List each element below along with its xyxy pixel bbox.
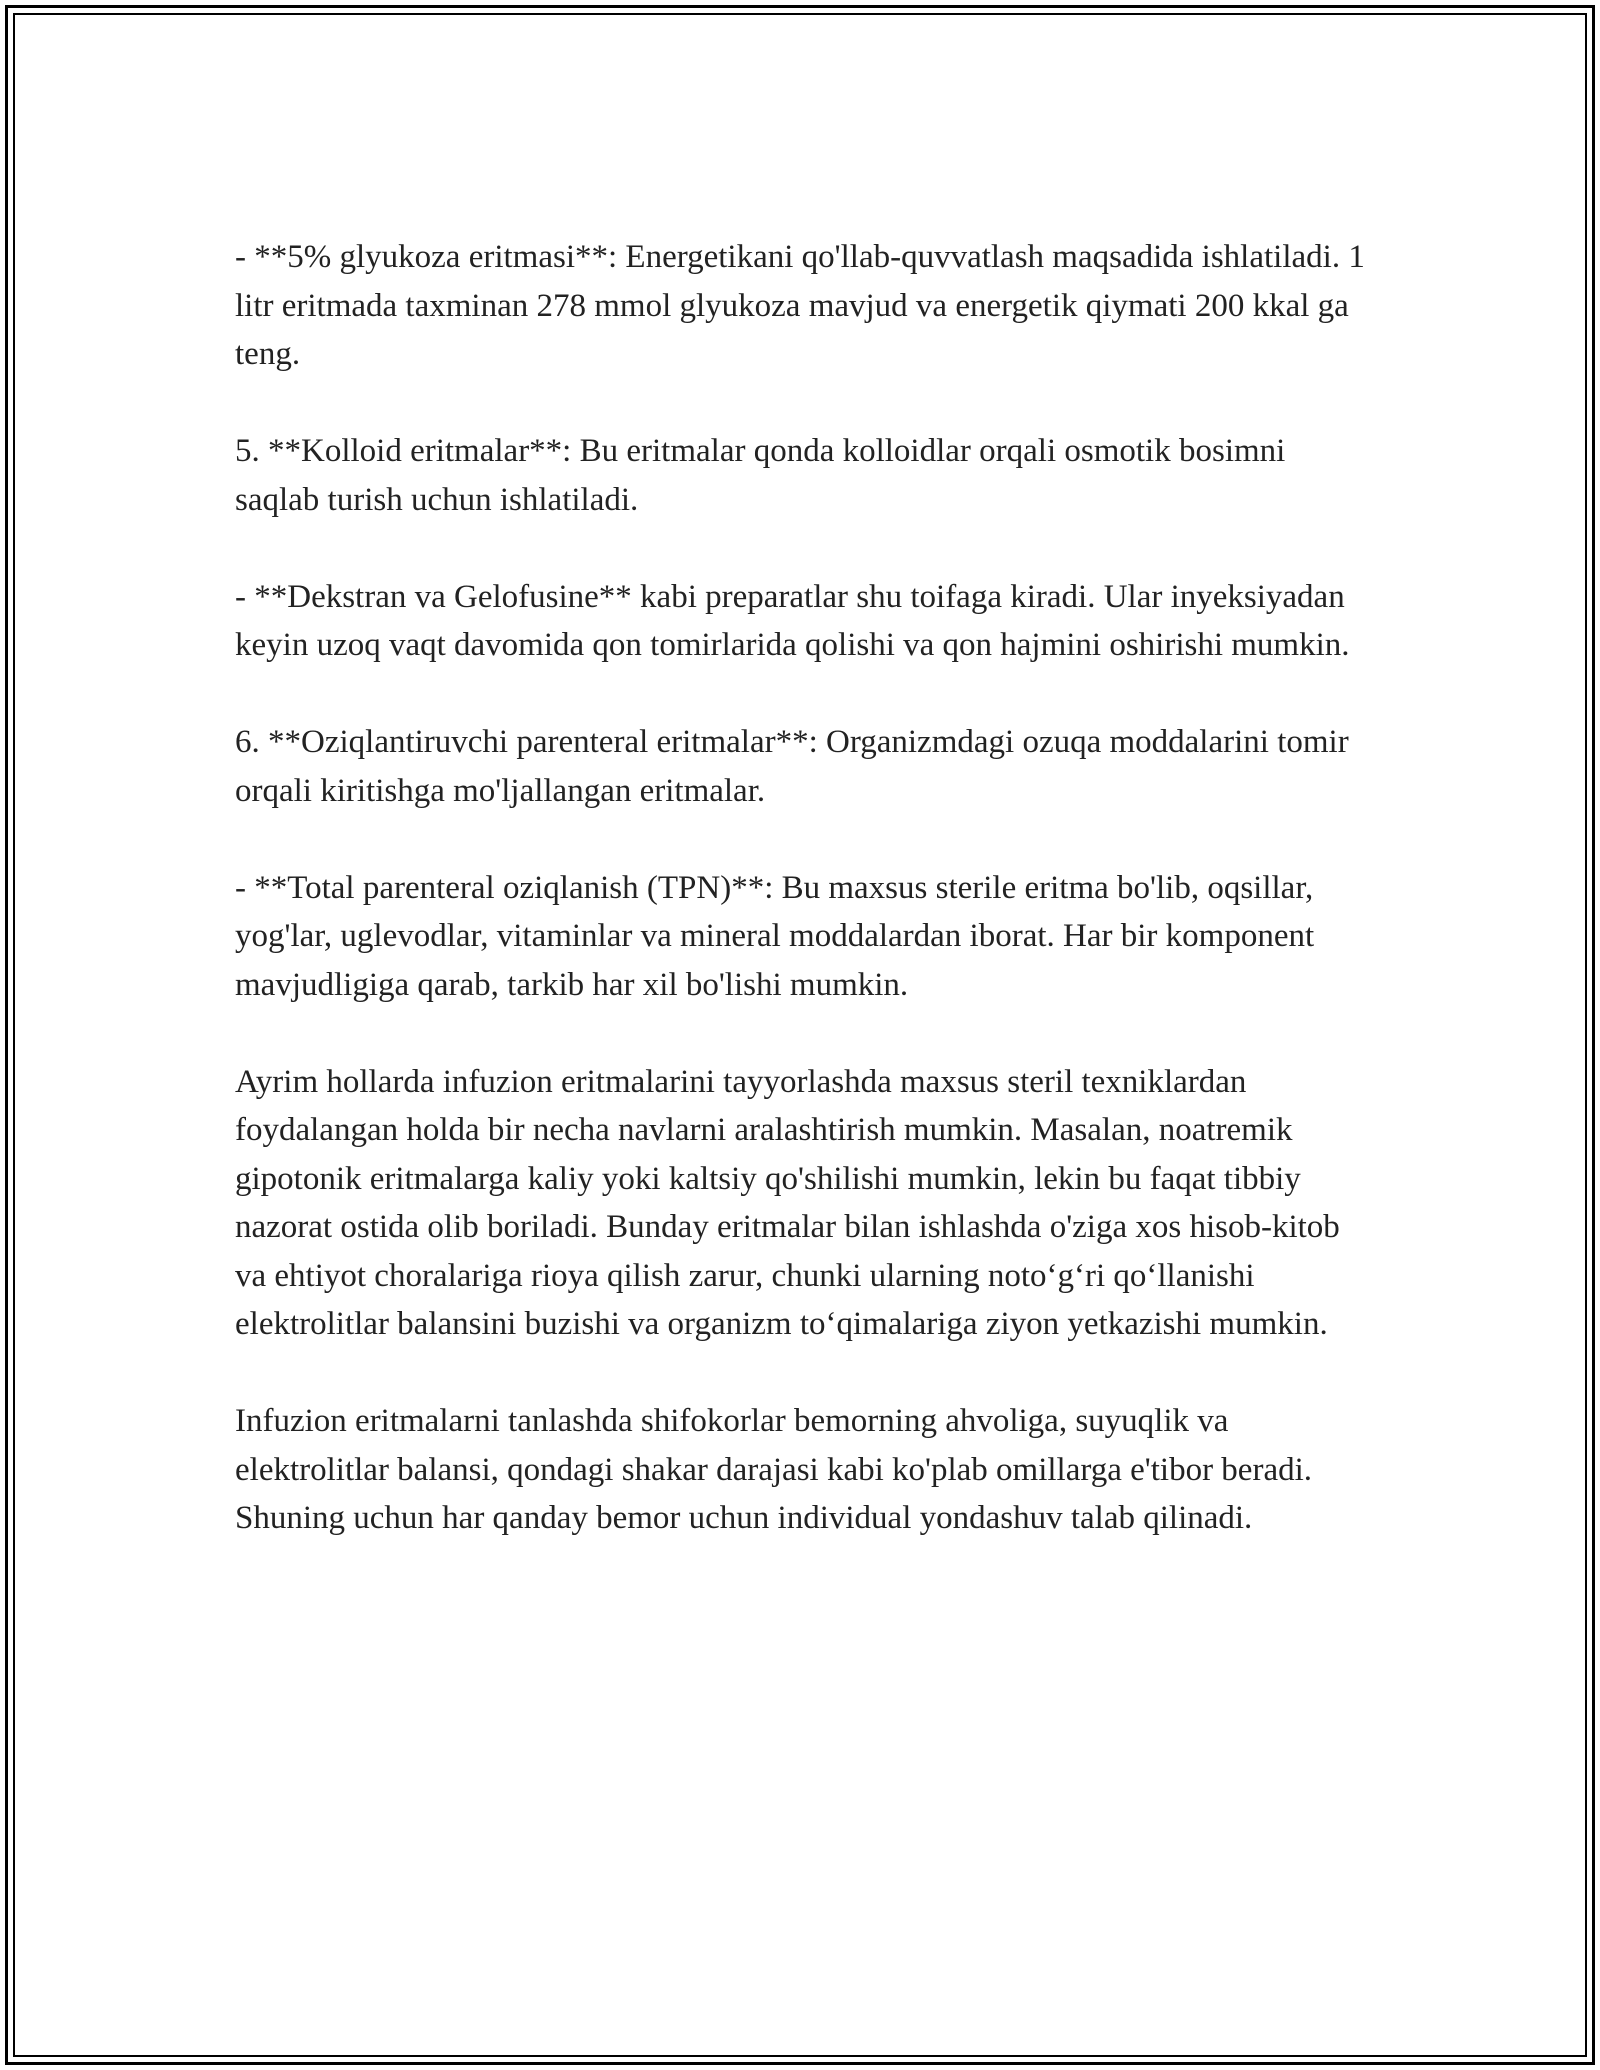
paragraph-tpn: - **Total parenteral oziqlanish (TPN)**: Bu maxsus sterile eritma bo'lib, oqsillar, yog'lar, uglevodlar, vitaminlar va mineral moddalardan iborat. Har bir komponent mavjudligiga qarab, tarkib har xil bo'lishi mumkin. [235,869,1315,1003]
paragraph-mixing-solutions: Ayrim hollarda infuzion eritmalarini tayyorlashda maxsus steril texniklardan foydalangan holda bir necha navlarni aralashtirish mumkin. Masalan, noatremik gipotonik eritmalarga kaliy yoki kaltsiy qo'shilishi mumkin, lekin bu faqat tibbiy nazorat ostida olib boriladi. Bunday eritmalar bilan ishlashda o'ziga xos hisob-kitob va ehtiyot choralariga rioya qilish zarur, chunki ularning noto‘g‘ri qo‘llanishi elektrolitlar balansini buzishi va organizm to‘qimalariga ziyon yetkazishi mumkin. [235,1063,1340,1342]
paragraph-parenteral-nutrition: 6. **Oziqlantiruvchi parenteral eritmalar**: Organizmdagi ozuqa moddalarini tomir orqali kiritishga mo'ljallangan eritmalar. [235,724,1349,809]
paragraph-glucose-solution: - **5% glyukoza eritmasi**: Energetikani qo'llab-quvvatlash maqsadida ishlatiladi. 1 litr eritmada taxminan 278 mmol glyukoza mavjud va energetik qiymati 200 kkal ga teng. [235,239,1365,372]
paragraph-dextran-gelofusine: - **Dekstran va Gelofusine** kabi preparatlar shu toifaga kiradi. Ular inyeksiyadan keyin uzoq vaqt davomida qon tomirlarida qolishi va qon hajmini oshirishi mumkin. [235,578,1350,663]
document-body [235,233,1375,1591]
paragraph-selection-criteria: Infuzion eritmalarni tanlashda shifokorlar bemorning ahvoliga, suyuqlik va elektrolitlar balansi, qondagi shakar darajasi kabi ko'plab omillarga e'tibor beradi. Shuning uchun har qanday bemor uchun individual yondashuv talab qilinadi. [235,1403,1313,1536]
paragraph-colloid-solutions: 5. **Kolloid eritmalar**: Bu eritmalar qonda kolloidlar orqali osmotik bosimni saqlab turish uchun ishlatiladi. [235,433,1286,518]
